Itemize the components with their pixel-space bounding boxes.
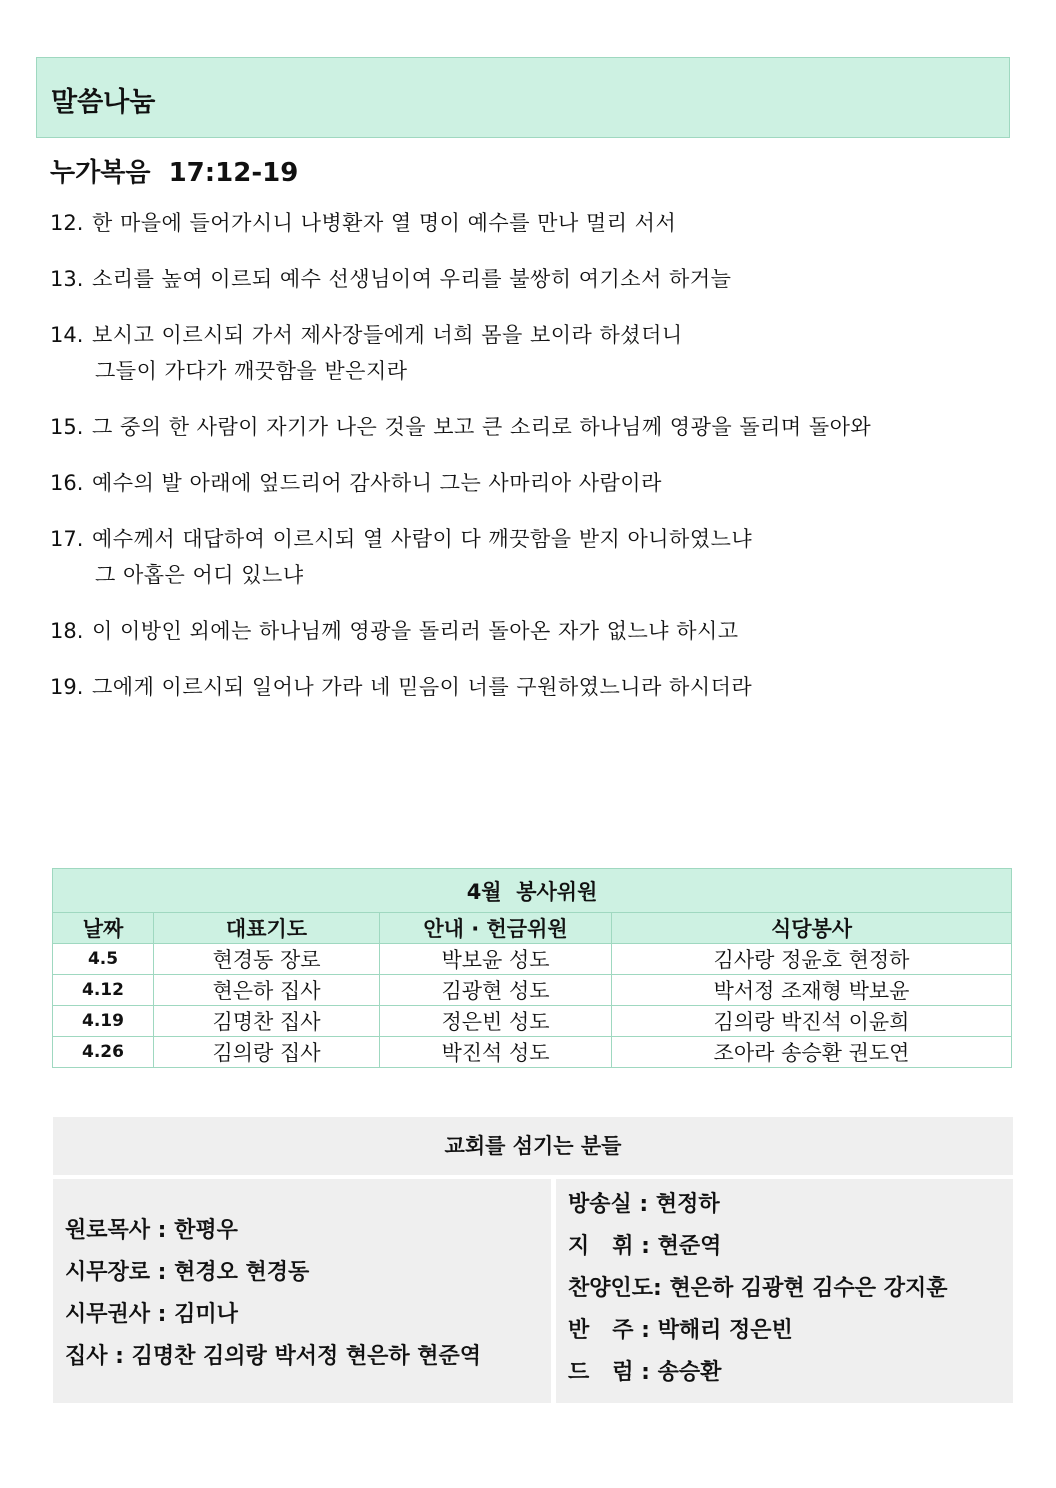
cell-prayer: 현경동 장로 [154,944,380,975]
cell-prayer: 현은하 집사 [154,975,380,1006]
cell-usher: 박보윤 성도 [380,944,612,975]
verse-number: 13. [50,267,84,291]
verse-number: 18. [50,619,84,643]
section-title-box [36,57,1010,138]
servants-right-panel [556,1179,1013,1403]
servants-box [53,1117,1013,1403]
cell-date: 4.5 [53,944,154,975]
verse-text: 예수께서 대답하여 이르시되 열 사람이 다 깨끗함을 받지 아니하였느냐 [92,527,753,551]
scripture-reference: 누가복음 17:12-19 [50,158,299,188]
servant-line: 시무권사 : 김미나 [65,1302,238,1327]
section-title: 말씀나눔 [51,87,156,118]
verse-text: 그에게 이르시되 일어나 가라 네 믿음이 너를 구원하였느니라 하시더라 [92,675,753,699]
column-header-kitchen: 식당봉사 [612,913,1012,944]
cell-kitchen: 김의랑 박진석 이윤희 [612,1006,1012,1037]
table-row [53,975,1012,1006]
verse-text: 예수의 발 아래에 엎드리어 감사하니 그는 사마리아 사람이라 [92,471,662,495]
table-row [53,1037,1012,1068]
verse-number: 15. [50,415,84,439]
verse-number: 14. [50,323,84,347]
servant-line: 찬양인도: 현은하 김광현 김수은 강지훈 [568,1276,948,1301]
verse-text-continued: 그 아홉은 어디 있느냐 [95,563,304,587]
cell-date: 4.26 [53,1037,154,1068]
cell-prayer: 김명찬 집사 [154,1006,380,1037]
table-row [53,944,1012,975]
servant-line: 원로목사 : 한평우 [65,1218,238,1243]
verse-item [50,205,1020,241]
cell-prayer: 김의랑 집사 [154,1037,380,1068]
cell-usher: 박진석 성도 [380,1037,612,1068]
column-header-prayer: 대표기도 [154,913,380,944]
table-row [53,1006,1012,1037]
verse-text: 이 이방인 외에는 하나님께 영광을 돌리러 돌아온 자가 없느냐 하시고 [92,619,739,643]
verse-item [50,669,1020,705]
volunteer-table [52,868,1012,1068]
servants-left-panel [53,1179,551,1403]
servant-line: 집사 : 김명찬 김의랑 박서정 현은하 현준역 [65,1344,482,1369]
servant-line: 시무장로 : 현경오 현경동 [65,1260,310,1285]
verse-item [50,613,1020,649]
cell-kitchen: 김사랑 정윤호 현정하 [612,944,1012,975]
cell-kitchen: 조아라 송승환 권도연 [612,1037,1012,1068]
column-header-date: 날짜 [53,913,154,944]
verse-text: 한 마을에 들어가시니 나병환자 열 명이 예수를 만나 멀리 서서 [92,211,677,235]
verse-text: 보시고 이르시되 가서 제사장들에게 너희 몸을 보이라 하셨더니 [92,323,683,347]
cell-usher: 정은빈 성도 [380,1006,612,1037]
verse-number: 12. [50,211,84,235]
cell-usher: 김광현 성도 [380,975,612,1006]
cell-date: 4.12 [53,975,154,1006]
cell-kitchen: 박서정 조재형 박보윤 [612,975,1012,1006]
volunteer-table-title: 4월 봉사위원 [53,869,1012,913]
verse-text: 그 중의 한 사람이 자기가 나은 것을 보고 큰 소리로 하나님께 영광을 돌리며 돌아와 [92,415,872,439]
verse-item [50,261,1020,297]
cell-date: 4.19 [53,1006,154,1037]
verse-item [50,317,1020,389]
servant-line: 드 럼 : 송승환 [568,1360,722,1385]
verse-number: 17. [50,527,84,551]
servant-line: 지 휘 : 현준역 [568,1234,722,1259]
verse-item [50,521,1020,593]
servant-line: 방송실 : 현정하 [568,1192,720,1217]
verse-number: 16. [50,471,84,495]
verse-item [50,409,1020,445]
verse-number: 19. [50,675,84,699]
servants-title: 교회를 섬기는 분들 [53,1117,1013,1175]
column-header-usher: 안내 · 헌금위원 [380,913,612,944]
servant-line: 반 주 : 박해리 정은빈 [568,1318,793,1343]
verse-list [50,205,1020,725]
verse-text: 소리를 높여 이르되 예수 선생님이여 우리를 불쌍히 여기소서 하거늘 [92,267,732,291]
verse-item [50,465,1020,501]
verse-text-continued: 그들이 가다가 깨끗함을 받은지라 [95,359,408,383]
